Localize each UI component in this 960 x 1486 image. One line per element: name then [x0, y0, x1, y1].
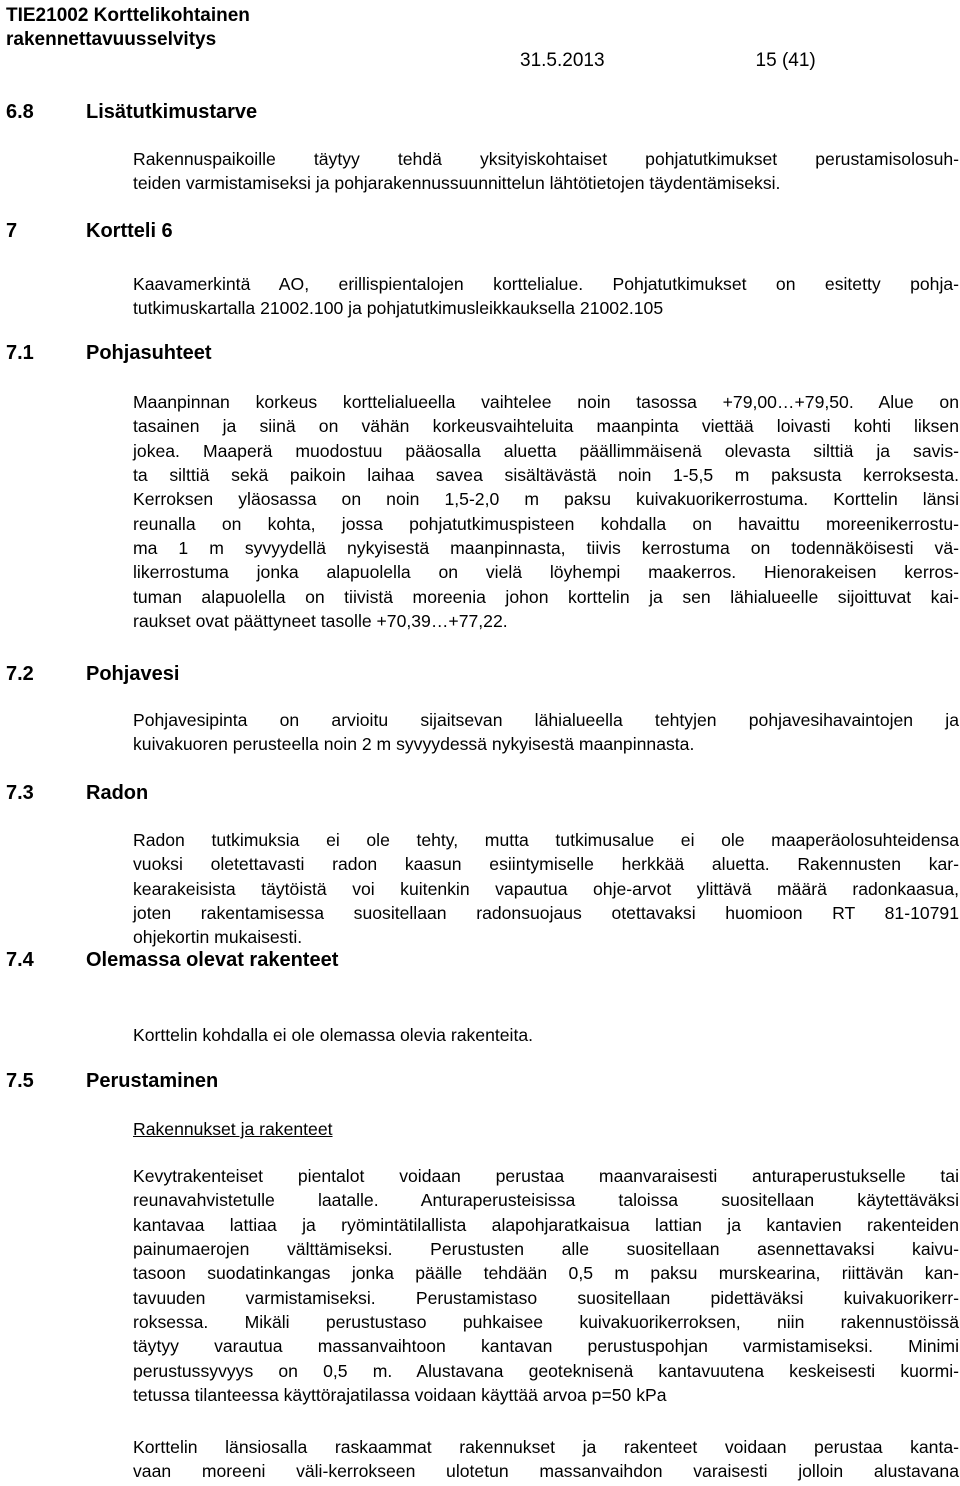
paragraph-7-4: Korttelin kohdalla ei ole olemassa olevia rakenteita. — [133, 1025, 534, 1045]
page-number: 15 (41) — [755, 50, 816, 71]
header-meta — [520, 49, 816, 73]
heading-7-3: 7.3 Radon — [6, 782, 149, 804]
document-title — [6, 4, 250, 52]
paragraph-7-5-continued: Korttelin länsiosalla raskaammat rakennukset ja rakenteet voidaan perustaa kanta- vaan moreeni väli-kerrokseen ulotetun massanvaihdon varaisesti jolloin alustavana — [133, 1437, 959, 1482]
heading-7-4: 7.4 Olemassa olevat rakenteet — [6, 949, 339, 971]
document-date: 31.5.2013 — [520, 50, 605, 71]
heading-7-1: 7.1 Pohjasuhteet — [6, 342, 212, 364]
paragraph-7-1: Maanpinnan korkeus korttelialueella vaihtelee noin tasossa +79,00…+79,50. Alue on tasainen ja siinä on vähän korkeusvaihteluita maanpinta viettää loivasti kohti liksen jokea. Maaperä muodostuu pääosalla aluetta päällimmäisenä olevasta silttiä ja savis- ta silttiä sekä paikoin laihaa savea sisältävästä noin 1-5,5 m paksusta kerroksesta. Kerroksen yläosassa on noin 1,5-2,0 m paksu kuivakuorikerrostuma. Korttelin länsi reunalla on kohta, jossa pohjatutkimuspisteen kohdalla on havaittu moreenikerrostu- ma 1 m syvyydellä nykyisestä maanpinnasta, tiivis kerrostuma on todennäköisesti vä- likerrostuma jonka alapuolella on vielä löyhempi maakerros. Hienorakeisen kerros- tuman alapuolella on tiivistä moreenia johon korttelin ja sen lähialueelle sijoittuvat kai- raukset ovat päättyneet tasolle +70,39…+77,22. — [133, 392, 959, 632]
paragraph-7-5: Kevytrakenteiset pientalot voidaan perustaa maanvaraisesti anturaperustukselle tai reunavahvistetulle laatalle. Anturaperusteisissa taloissa suositellaan käytettäväksi kantavaa lattiaa ja ryömintätilallista alapohjaratkaisua lattian ja kantavien rakenteiden painumaerojen välttämiseksi. Perustusten alle suositellaan asennettavaksi kaivu- tasoon suodatinkangas jonka päälle tehdään 0,5 m paksu murskearina, riittävän kan- tavuuden varmistamiseksi. Perustamistaso suositellaan pidettäväksi kuivakuorikerr- roksessa. Mikäli perustustaso puhkaisee kuivakuorikerroksen, niin rakennustöissä täytyy varautua massanvaihtoon kantavan perustuspohjan varmistamiseksi. Minimi perustussyvyys on 0,5 m. Alustavana geoteknisenä kantavuutena keskeisesti kuormi- tetussa tilanteessa käyttörajatilassa voidaan käyttää arvoa p=50 kPa — [133, 1166, 959, 1406]
paragraph-7-3: Radon tutkimuksia ei ole tehty, mutta tutkimusalue ei ole maaperäolosuhteidensa vuoksi oletettavasti radon kaasun esiintymiselle herkkää aluetta. Rakennusten kar- kearakeisista täytöistä voi kuitenkin vapautua ohje-arvot ylittävä määrä radonkaasua, joten rakentamisessa suositellaan radonsuojaus otettavaksi huomioon RT 81-10791 ohjekortin mukaisesti. — [133, 830, 959, 948]
subheading-rakennukset: Rakennukset ja rakenteet — [133, 1119, 333, 1139]
document-title-line1: TIE21002 Korttelikohtainen — [6, 5, 250, 26]
heading-6-8: 6.8 Lisätutkimustarve — [6, 101, 258, 123]
heading-7: 7 Kortteli 6 — [6, 220, 173, 242]
paragraph-6-8: Rakennuspaikoille täytyy tehdä yksityiskohtaiset pohjatutkimukset perustamisolosuh- teiden varmistamiseksi ja pohjarakennussuunnittelun lähtötietojen täydentämiseksi. — [133, 149, 959, 194]
heading-7-5: 7.5 Perustaminen — [6, 1070, 219, 1092]
document-title-line2: rakennettavuusselvitys — [6, 29, 217, 50]
paragraph-7: Kaavamerkintä AO, erillispientalojen korttelialue. Pohjatutkimukset on esitetty pohja- tutkimuskartalla 21002.100 ja pohjatutkimusleikkauksella 21002.105 — [133, 274, 959, 319]
heading-7-2: 7.2 Pohjavesi — [6, 663, 180, 685]
paragraph-7-2: Pohjavesipinta on arvioitu sijaitsevan lähialueella tehtyjen pohjavesihavaintojen ja kuivakuoren perusteella noin 2 m syvyydessä nykyisestä maanpinnasta. — [133, 710, 959, 755]
